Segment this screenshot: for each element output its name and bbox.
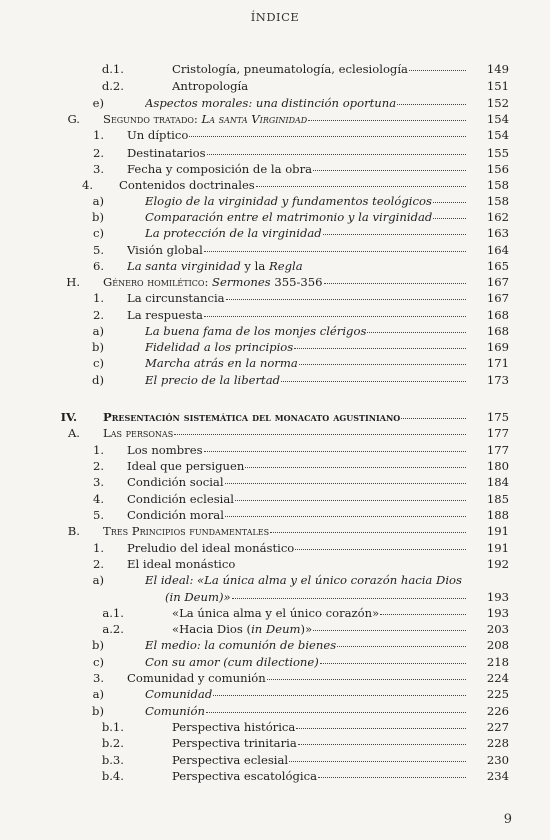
toc-entry-number: 2.	[92, 459, 104, 473]
toc-entry-page: 191	[486, 524, 509, 538]
toc-entry-title	[145, 209, 468, 225]
toc-title-segment: Ideal que persiguen	[127, 459, 245, 473]
toc-entry-title	[165, 589, 468, 605]
toc-entry-title	[145, 323, 468, 339]
toc-entry-page: 168	[486, 308, 509, 322]
toc-entry	[0, 621, 550, 637]
toc-entry	[0, 670, 550, 686]
toc-entry-title	[127, 556, 468, 572]
toc-entry-number: a)	[92, 573, 104, 587]
toc-entry-title	[145, 703, 468, 719]
toc-entry-number: 2.	[92, 308, 104, 322]
toc-entry-number: b.4.	[101, 769, 124, 783]
toc-entry	[0, 372, 550, 388]
toc-entry-title	[172, 621, 468, 637]
toc-entry-page: 155	[486, 146, 509, 160]
toc-entry	[0, 409, 550, 425]
toc-title-segment: Sermones	[212, 275, 271, 289]
toc-entry	[0, 307, 550, 323]
dot-leader	[281, 372, 466, 382]
dot-leader	[206, 703, 466, 713]
toc-entry	[0, 686, 550, 702]
toc-entry-page: 192	[486, 557, 509, 571]
dot-leader	[318, 768, 466, 778]
dot-leader	[204, 307, 466, 317]
dot-leader	[189, 127, 466, 137]
toc-entry-number: 1.	[92, 128, 104, 142]
toc-title-segment: El ideal monástico	[127, 557, 236, 571]
toc-entry-page: 169	[486, 340, 509, 354]
toc-entry-page: 184	[486, 475, 509, 489]
toc-entry-title	[103, 274, 468, 290]
toc-title-segment: Fecha y composición de la obra	[127, 162, 313, 176]
toc-entry-number: 1.	[92, 443, 104, 457]
dot-leader	[296, 719, 466, 729]
toc-title-segment: Comunidad y comunión	[127, 671, 266, 685]
toc-entry-page: 173	[486, 373, 509, 387]
toc-entry-title	[145, 654, 468, 670]
toc-entry-number: 3.	[92, 671, 104, 685]
toc-entry	[0, 425, 550, 441]
toc-entry	[0, 589, 550, 605]
dot-leader	[289, 752, 466, 762]
dot-leader	[320, 654, 466, 664]
dot-leader	[367, 323, 466, 333]
toc-entry	[0, 458, 550, 474]
toc-entry-number: b.1.	[101, 720, 124, 734]
toc-entry	[0, 605, 550, 621]
toc-title-segment: Comparación entre el matrimonio y la virginidad	[145, 210, 433, 224]
toc-entry	[0, 654, 550, 670]
toc-entry-title	[127, 258, 468, 274]
toc-entry-page: 165	[486, 259, 509, 273]
toc-entry-number: 2.	[92, 557, 104, 571]
toc-entry-title	[119, 177, 468, 193]
toc-entry-number: G.	[67, 112, 80, 126]
toc-entry-number: d.1.	[101, 62, 124, 76]
toc-entry-title	[145, 572, 468, 588]
toc-entry-number: a)	[92, 194, 104, 208]
toc-entry	[0, 572, 550, 588]
toc-title-segment: in Deum	[251, 622, 301, 636]
toc-entry	[0, 474, 550, 490]
toc-entry-number: b.2.	[101, 736, 124, 750]
dot-leader	[397, 95, 466, 105]
toc-title-segment: La buena fama de los monjes clérigos	[145, 324, 367, 338]
toc-entry-number: H.	[66, 275, 80, 289]
toc-entry	[0, 193, 550, 209]
toc-entry-title	[145, 339, 468, 355]
toc-entry	[0, 177, 550, 193]
toc-title-segment: Condición eclesial	[127, 492, 234, 506]
toc-entry	[0, 637, 550, 653]
toc-title-segment: Destinatarios	[127, 146, 206, 160]
dot-leader	[267, 670, 466, 680]
toc-entry-number: 2.	[92, 146, 104, 160]
toc-title-segment: Condición moral	[127, 508, 224, 522]
dot-leader	[204, 442, 466, 452]
toc-entry	[0, 703, 550, 719]
toc-entry-title	[145, 686, 468, 702]
toc-entry	[0, 242, 550, 258]
toc-entry-number: a.1.	[102, 606, 124, 620]
toc-title-segment: Los nombres	[127, 443, 203, 457]
toc-entry-page: 185	[486, 492, 509, 506]
toc-entry-number: 4.	[81, 178, 93, 192]
toc-entry	[0, 752, 550, 768]
toc-entry-title	[145, 355, 468, 371]
toc-title-segment: Género homilético	[103, 275, 205, 289]
toc-entry-title	[127, 442, 468, 458]
toc-title-segment: :	[204, 275, 213, 289]
toc-entry-page: 193	[486, 590, 509, 604]
toc-title-segment: Un díptico	[127, 128, 189, 142]
toc-entry-page: 224	[486, 671, 509, 685]
dot-leader	[323, 225, 466, 235]
toc-entry-number: b)	[92, 704, 104, 718]
toc-entry-page: 162	[486, 210, 509, 224]
toc-entry-page: 177	[486, 426, 509, 440]
toc-title-segment: Con su amor (cum dilectione)	[145, 655, 319, 669]
dot-leader	[299, 355, 466, 365]
dot-leader	[225, 474, 466, 484]
toc-title-segment: Elogio de la virginidad y fundamentos teológicos	[145, 194, 432, 208]
toc-entry-number: e)	[92, 96, 104, 110]
dot-leader	[226, 290, 466, 300]
toc-entry	[0, 274, 550, 290]
toc-entry-title	[145, 637, 468, 653]
toc-entry-number: 6.	[92, 259, 104, 273]
toc-entry-number: b)	[92, 638, 104, 652]
toc-entry-number: a.2.	[102, 622, 124, 636]
toc-entry	[0, 290, 550, 306]
toc-entry-title	[103, 425, 468, 441]
toc-entry-page: 149	[486, 62, 509, 76]
toc-entry	[0, 339, 550, 355]
toc-entry	[0, 61, 550, 77]
toc-entry-title	[127, 540, 468, 556]
toc-entry-page: 158	[486, 178, 509, 192]
toc-entry-title	[172, 735, 468, 751]
toc-entry-number: a)	[92, 324, 104, 338]
dot-leader	[298, 735, 466, 745]
toc-entry-page: 168	[486, 324, 509, 338]
dot-leader	[270, 523, 466, 533]
toc-title-segment: La respuesta	[127, 308, 203, 322]
page-number: 9	[503, 812, 512, 827]
toc-entry-number: c)	[92, 356, 104, 370]
toc-entry-page: 167	[486, 291, 509, 305]
toc-entry-page: 164	[486, 243, 509, 257]
toc-entry-page: 228	[486, 736, 509, 750]
toc-entry-page: 193	[486, 606, 509, 620]
toc-entry-page: 167	[486, 275, 509, 289]
toc-entry	[0, 768, 550, 784]
toc-entry-title	[145, 372, 468, 388]
toc-entry-title	[127, 670, 468, 686]
toc-entry-page: 163	[486, 226, 509, 240]
toc-title-segment: Perspectiva histórica	[172, 720, 296, 734]
toc-entry-number: 3.	[92, 162, 104, 176]
dot-leader	[204, 242, 466, 252]
toc-title-segment: (in Deum)»	[165, 590, 231, 604]
toc-entry-number: b.3.	[101, 753, 124, 767]
toc-entry-title	[172, 78, 468, 94]
toc-entry-title	[127, 161, 468, 177]
dot-leader	[409, 61, 466, 71]
toc-entry	[0, 111, 550, 127]
toc-entry-title	[127, 458, 468, 474]
toc-entry-page: 225	[486, 687, 509, 701]
toc-entry-page: 208	[486, 638, 509, 652]
toc-entry-page: 203	[486, 622, 509, 636]
toc-title-segment: 355-356	[270, 275, 323, 289]
toc-entry-title	[127, 507, 468, 523]
toc-entry-number: d.2.	[101, 79, 124, 93]
toc-entry-title	[103, 111, 468, 127]
toc-title-segment: Perspectiva trinitaria	[172, 736, 297, 750]
toc-title-segment: Cristología, pneumatología, eclesiología	[172, 62, 408, 76]
toc-entry	[0, 556, 550, 572]
toc-entry-title	[127, 242, 468, 258]
toc-title-segment: Regla	[268, 259, 303, 273]
dot-leader	[324, 274, 466, 284]
toc-entry-page: 177	[486, 443, 509, 457]
toc-title-segment: Visión global	[127, 243, 203, 257]
toc-entry-number: c)	[92, 655, 104, 669]
dot-leader	[313, 161, 466, 171]
toc-title-segment: La circunstancia	[127, 291, 225, 305]
dot-leader	[207, 145, 466, 155]
toc-title-segment: :	[193, 112, 202, 126]
toc-title-segment: )»	[300, 622, 313, 636]
toc-entry-title	[172, 605, 468, 621]
toc-entry-page: 218	[486, 655, 509, 669]
dot-leader	[225, 507, 466, 517]
toc-entry-number: 5.	[92, 508, 104, 522]
dot-leader	[174, 425, 466, 435]
toc-entry	[0, 161, 550, 177]
dot-leader	[245, 458, 466, 468]
toc-entry	[0, 491, 550, 507]
toc-title-segment: Condición social	[127, 475, 224, 489]
toc-entry-number: 5.	[92, 243, 104, 257]
toc-entry-number: d)	[92, 373, 104, 387]
toc-entry-page: 191	[486, 541, 509, 555]
dot-leader	[294, 339, 466, 349]
toc-title-segment: Segundo tratado	[103, 112, 194, 126]
toc-entry-title	[127, 474, 468, 490]
toc-entry	[0, 95, 550, 111]
toc-entry	[0, 258, 550, 274]
dot-leader	[295, 540, 466, 550]
toc-entry-title	[145, 95, 468, 111]
dot-leader	[401, 409, 466, 419]
toc-title-segment: Aspectos morales: una distinción oportuna	[145, 96, 397, 110]
dot-leader	[235, 491, 466, 501]
toc-title-segment: Preludio del ideal monástico	[127, 541, 295, 555]
toc-entry-number: 3.	[92, 475, 104, 489]
toc-entry-page: 154	[486, 112, 509, 126]
toc-entry-title	[127, 145, 468, 161]
toc-entry	[0, 145, 550, 161]
toc-entry	[0, 355, 550, 371]
toc-entry	[0, 523, 550, 539]
dot-leader	[256, 177, 466, 187]
toc-entry-number: b)	[92, 210, 104, 224]
toc-entry	[0, 735, 550, 751]
toc-entry-page: 230	[486, 753, 509, 767]
dot-leader	[433, 193, 466, 203]
toc-title-segment: Las personas	[103, 426, 174, 440]
toc-entry-number: a)	[92, 687, 104, 701]
dot-leader	[308, 111, 466, 121]
toc-entry-page: 188	[486, 508, 509, 522]
toc-title-segment: La protección de la virginidad	[145, 226, 322, 240]
toc-entry-page: 151	[486, 79, 509, 93]
toc-entry-page: 156	[486, 162, 509, 176]
toc-entry	[0, 127, 550, 143]
toc-title-segment: Presentación sistemática del monacato agustiniano	[103, 410, 401, 424]
toc-entry-title	[127, 127, 468, 143]
toc-entry-title	[172, 768, 468, 784]
toc-entry-number: IV.	[60, 410, 77, 424]
toc-entry-number: 1.	[92, 541, 104, 555]
toc-entry-page: 154	[486, 128, 509, 142]
dot-leader	[433, 209, 466, 219]
running-header: ÍNDICE	[250, 10, 300, 24]
toc-entry-title	[145, 193, 468, 209]
toc-entry	[0, 540, 550, 556]
toc-title-segment: «La única alma y el único corazón»	[172, 606, 380, 620]
toc-entry	[0, 507, 550, 523]
toc-entry-page: 158	[486, 194, 509, 208]
dot-leader	[380, 605, 466, 615]
toc-entry-number: c)	[92, 226, 104, 240]
toc-entry-page: 226	[486, 704, 509, 718]
toc-entry-title	[172, 752, 468, 768]
toc-title-segment: El medio: la comunión de bienes	[145, 638, 337, 652]
dot-leader	[337, 637, 466, 647]
toc-entry-title	[127, 307, 468, 323]
toc-title-segment: Contenidos doctrinales	[119, 178, 255, 192]
toc-title-segment: El precio de la libertad	[145, 373, 281, 387]
toc-title-segment: La santa Virginidad	[201, 112, 308, 126]
toc-title-segment: y la	[240, 259, 269, 273]
toc-entry-number: A.	[67, 426, 80, 440]
toc-entry	[0, 225, 550, 241]
toc-entry	[0, 323, 550, 339]
toc-title-segment: El ideal: «La única alma y el único corazón hacia Dios	[145, 573, 462, 587]
toc-entry-title	[172, 719, 468, 735]
toc-entry-number: B.	[67, 524, 80, 538]
toc-entry-title	[172, 61, 468, 77]
toc-title-segment: Perspectiva eclesial	[172, 753, 289, 767]
dot-leader	[232, 589, 466, 599]
toc-entry-title	[103, 409, 468, 425]
toc-title-segment: Perspectiva escatológica	[172, 769, 318, 783]
toc-title-segment: Comunión	[145, 704, 205, 718]
toc-entry-title	[127, 491, 468, 507]
toc-entry	[0, 442, 550, 458]
toc-entry-page: 175	[486, 410, 509, 424]
toc-entry-title	[127, 290, 468, 306]
toc-entry-number: 1.	[92, 291, 104, 305]
toc-title-segment: Comunidad	[145, 687, 213, 701]
toc-entry-number: 4.	[92, 492, 104, 506]
toc-entry-number: b)	[92, 340, 104, 354]
dot-leader	[313, 621, 466, 631]
toc-entry-page: 234	[486, 769, 509, 783]
toc-entry-page: 227	[486, 720, 509, 734]
toc-title-segment: Tres Principios fundamentales	[103, 524, 270, 538]
toc-entry	[0, 78, 550, 94]
toc-title-segment: La santa virginidad	[127, 259, 241, 273]
toc-entry-page: 171	[486, 356, 509, 370]
toc-entry	[0, 719, 550, 735]
toc-entry-page: 180	[486, 459, 509, 473]
dot-leader	[213, 686, 466, 696]
toc-title-segment: Marcha atrás en la norma	[145, 356, 298, 370]
toc-entry-title	[103, 523, 468, 539]
toc-entry	[0, 209, 550, 225]
toc-title-segment: «Hacia Dios (	[172, 622, 252, 636]
toc-title-segment: Antropología	[172, 79, 249, 93]
toc-entry-page: 152	[486, 96, 509, 110]
toc-title-segment: Fidelidad a los principios	[145, 340, 294, 354]
toc-entry-title	[145, 225, 468, 241]
